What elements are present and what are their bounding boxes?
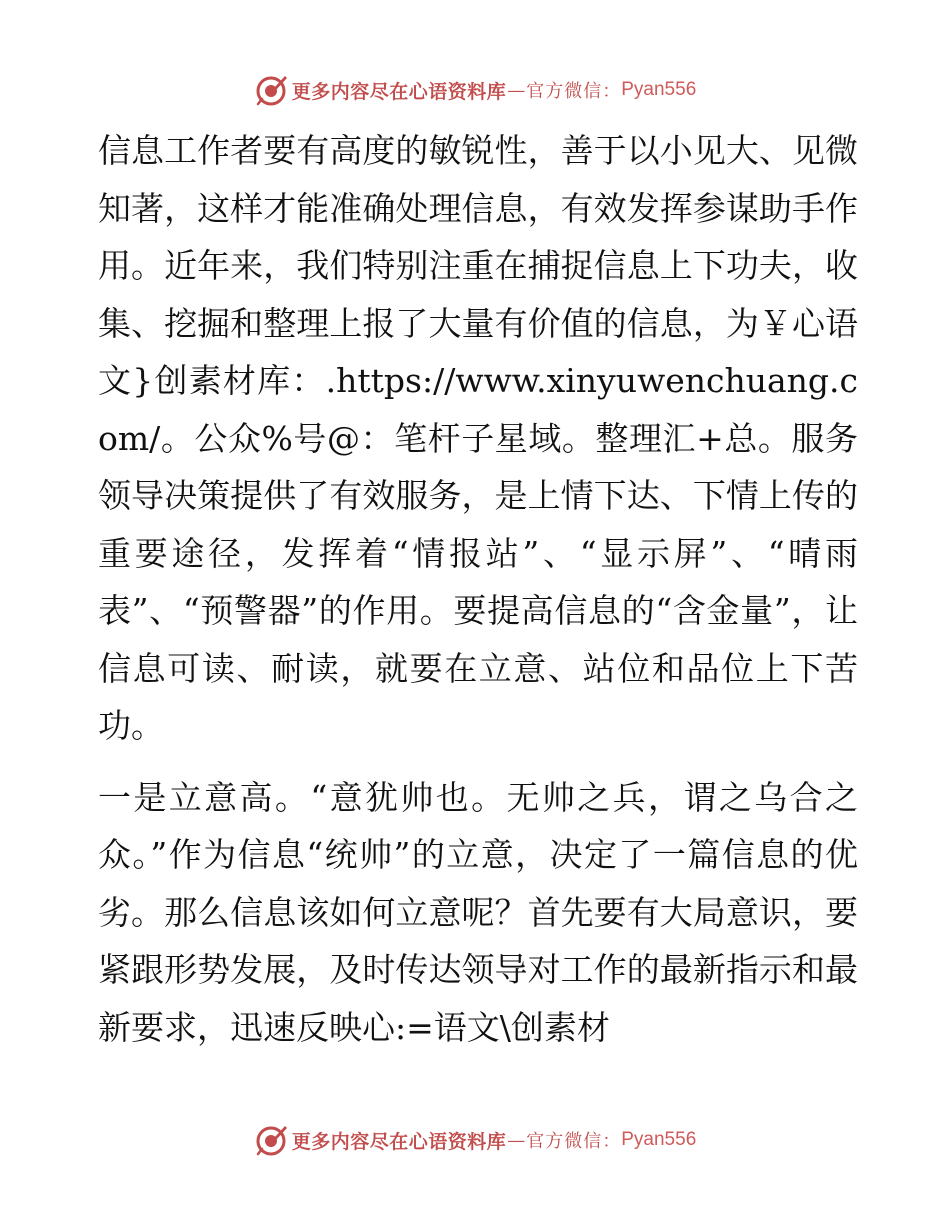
pen-logo-icon xyxy=(254,1123,288,1157)
paragraph-1: 信息工作者要有高度的敏锐性，善于以小见大、见微知著，这样才能准确处理信息，有效发挥参谋助手作用。近年来，我们特别注重在捕捉信息上下功夫，收集、挖掘和整理上报了大量有价值的信息，为￥心语文}创素材库：.https://www.xinyuwenchuang.com/。公众%号@：笔杆子星域。整理汇+总。服务领导决策提供了有效服务，是上情下达、下情上传的重要途径，发挥着“情报站”、“显示屏”、“晴雨表”、“预警器”的作用。要提高信息的“含金量”，让信息可读、耐读，就要在立意、站位和品位上下苦功。 xyxy=(98,131,858,745)
footer-wechat-label: 官方微信： xyxy=(526,1131,622,1152)
footer-site-name: 更多内容尽在心语资料库 xyxy=(291,1130,507,1153)
document-body xyxy=(98,122,858,1070)
footer-dash: — xyxy=(507,1129,526,1151)
footer-wechat-id: Pyan556 xyxy=(621,1129,697,1150)
paragraph-2: 一是立意高。“意犹帅也。无帅之兵，谓之乌合之众。”作为信息“统帅”的立意，决定了一篇信息的优劣。那么信息该如何立意呢？首先要有大局意识，要紧跟形势发展，及时传达领导对工作的最新指示和最新要求，迅速反映心:=语文\创素材 xyxy=(98,777,858,1047)
pen-logo-icon xyxy=(254,73,288,107)
header-site-name: 更多内容尽在心语资料库 xyxy=(291,80,507,103)
header-dash: — xyxy=(507,79,526,101)
header-banner xyxy=(0,70,950,110)
header-wechat-label: 官方微信： xyxy=(526,81,622,102)
footer-banner xyxy=(0,1120,950,1160)
header-wechat-id: Pyan556 xyxy=(621,79,697,100)
